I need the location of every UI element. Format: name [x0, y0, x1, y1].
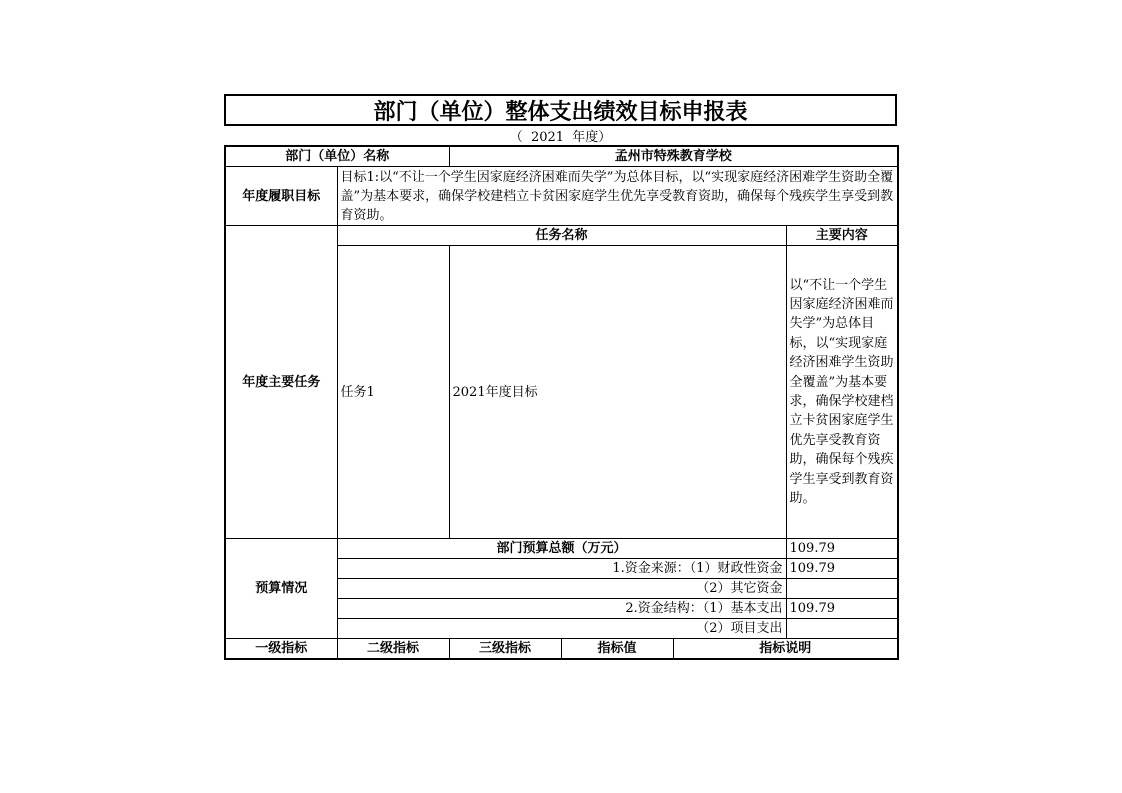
unit-value: 孟州市特殊教育学校: [449, 146, 898, 167]
budget-label: 预算情况: [225, 539, 337, 639]
indicator-header-row: [225, 639, 898, 660]
indicator-level2: 二级指标: [337, 639, 449, 660]
budget-other-label: （2）其它资金: [337, 579, 786, 599]
performance-table: [224, 145, 899, 660]
year-label: （ 2021 年度）: [509, 130, 612, 145]
unit-row: [225, 146, 898, 167]
budget-structure-value: 109.79: [786, 599, 898, 619]
page-title: 部门（单位）整体支出绩效目标申报表: [224, 94, 897, 126]
budget-project-value: [786, 619, 898, 639]
indicator-desc: 指标说明: [673, 639, 898, 660]
goal-label: 年度履职目标: [225, 167, 337, 226]
goal-row: [225, 167, 898, 226]
task-content-header: 主要内容: [786, 226, 898, 246]
budget-source-value: 109.79: [786, 559, 898, 579]
indicator-level3: 三级指标: [449, 639, 561, 660]
budget-structure-label: 2.资金结构：（1）基本支出: [337, 599, 786, 619]
budget-total-row: [225, 539, 898, 559]
tasks-label: 年度主要任务: [225, 226, 337, 539]
indicator-value: 指标值: [561, 639, 673, 660]
unit-label: 部门（单位）名称: [225, 146, 449, 167]
task-name: 2021年度目标: [449, 246, 786, 539]
budget-other-value: [786, 579, 898, 599]
indicator-level1: 一级指标: [225, 639, 337, 660]
task-content: 以“不让一个学生因家庭经济困难而失学”为总体目标，以“实现家庭经济困难学生资助全覆盖”为基本要求，确保学校建档立卡贫困家庭学生优先享受教育资助，确保每个残疾学生享受到教育资助。: [786, 246, 898, 539]
budget-total-value: 109.79: [786, 539, 898, 559]
goal-text: 目标1:以“不让一个学生因家庭经济困难而失学”为总体目标，以“实现家庭经济困难学生资助全覆盖”为基本要求，确保学校建档立卡贫困家庭学生优先享受教育资助，确保每个残疾学生享受到教育资助。: [337, 167, 898, 226]
task-header-row: [225, 226, 898, 246]
task-id: 任务1: [337, 246, 449, 539]
task-name-header: 任务名称: [337, 226, 786, 246]
budget-project-label: （2）项目支出: [337, 619, 786, 639]
budget-total-label: 部门预算总额（万元）: [337, 539, 786, 559]
budget-source-label: 1.资金来源：（1）财政性资金: [337, 559, 786, 579]
